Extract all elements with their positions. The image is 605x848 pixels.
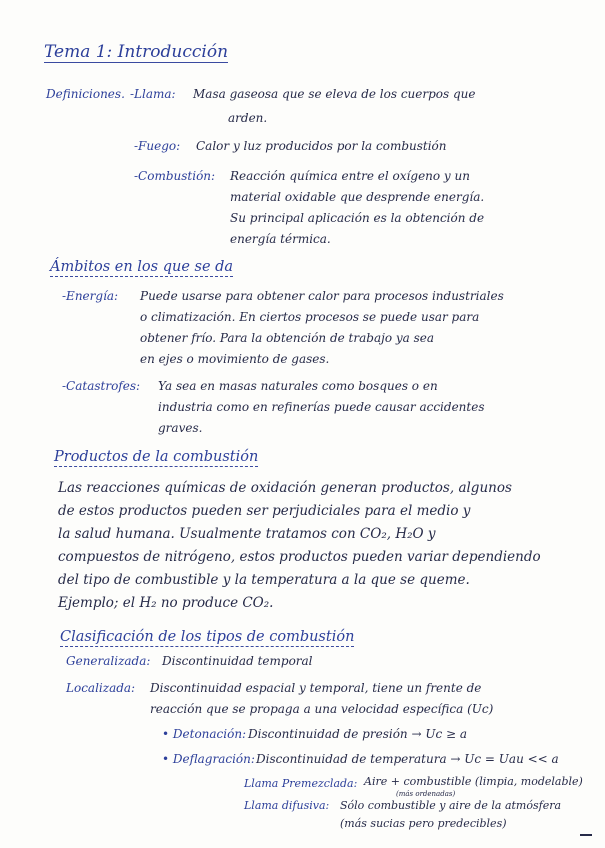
combustion-def-line3: Su principal aplicación es la obtención de — [230, 211, 485, 225]
detonacion-term: • Detonación: — [162, 727, 247, 741]
productos-line2: de estos productos pueden ser perjudiciales para el medio y — [58, 503, 471, 519]
combustion-def-line2: material oxidable que desprende energía. — [230, 190, 485, 204]
premezclada-term: Llama Premezclada: — [244, 777, 358, 790]
productos-line4: compuestos de nitrógeno, estos productos pueden variar dependiendo — [58, 549, 541, 565]
energia-line4: en ejes o movimiento de gases. — [140, 352, 330, 366]
combustion-term: -Combustión: — [134, 169, 216, 183]
productos-line1: Las reacciones químicas de oxidación generan productos, algunos — [58, 480, 512, 496]
fuego-def-line1: Calor y luz producidos por la combustión — [196, 139, 447, 153]
localizada-line1: Discontinuidad espacial y temporal, tiene un frente de — [150, 681, 482, 695]
energia-term: -Energía: — [62, 289, 119, 303]
llama-term: -Llama: — [130, 87, 176, 101]
productos-heading: Productos de la combustión — [54, 449, 259, 465]
deflagracion-text: Discontinuidad de temperatura → Uc = Uau << a — [256, 752, 559, 766]
fuego-term: -Fuego: — [134, 139, 181, 153]
clasificacion-heading: Clasificación de los tipos de combustión — [60, 629, 355, 645]
productos-line5: del tipo de combustible y la temperatura a la que se queme. — [58, 572, 470, 588]
combustion-def-line4: energía térmica. — [230, 232, 331, 246]
catastrofes-line3: graves. — [158, 421, 203, 435]
generalizada-term: Generalizada: — [66, 654, 151, 668]
combustion-def-line1: Reacción química entre el oxígeno y un — [230, 169, 470, 183]
deflagracion-term: • Deflagración: — [162, 752, 255, 766]
energia-line2: o climatización. En ciertos procesos se puede usar para — [140, 310, 480, 324]
detonacion-text: Discontinuidad de presión → Uc ≥ a — [248, 727, 467, 741]
catastrofes-term: -Catastrofes: — [62, 379, 141, 393]
catastrofes-line1: Ya sea en masas naturales como bosques o en — [158, 379, 438, 393]
generalizada-text: Discontinuidad temporal — [162, 654, 313, 668]
ambitos-heading: Ámbitos en los que se da — [50, 259, 234, 275]
difusiva-note: (más sucias pero predecibles) — [340, 817, 507, 830]
premezclada-text: Aire + combustible (limpia, modelable) — [364, 775, 583, 788]
definiciones-heading: Definiciones. — [46, 87, 125, 101]
productos-line3: la salud humana. Usualmente tratamos con CO₂, H₂O y — [58, 526, 436, 542]
localizada-line2: reacción que se propaga a una velocidad específica (Uc) — [150, 702, 494, 716]
energia-line1: Puede usarse para obtener calor para procesos industriales — [140, 289, 504, 303]
productos-line6: Ejemplo; el H₂ no produce CO₂. — [58, 595, 274, 611]
premezclada-note: (más ordenadas) — [396, 790, 456, 798]
continuation-mark — [580, 834, 592, 836]
page-title: Tema 1: Introducción — [44, 42, 229, 62]
llama-def-line2: arden. — [228, 111, 268, 125]
localizada-term: Localizada: — [66, 681, 136, 695]
difusiva-text: Sólo combustible y aire de la atmósfera — [340, 799, 562, 812]
energia-line3: obtener frío. Para la obtención de trabajo ya sea — [140, 331, 435, 345]
catastrofes-line2: industria como en refinerías puede causar accidentes — [158, 400, 485, 414]
difusiva-term: Llama difusiva: — [244, 799, 330, 812]
llama-def-line1: Masa gaseosa que se eleva de los cuerpos que — [193, 87, 476, 101]
